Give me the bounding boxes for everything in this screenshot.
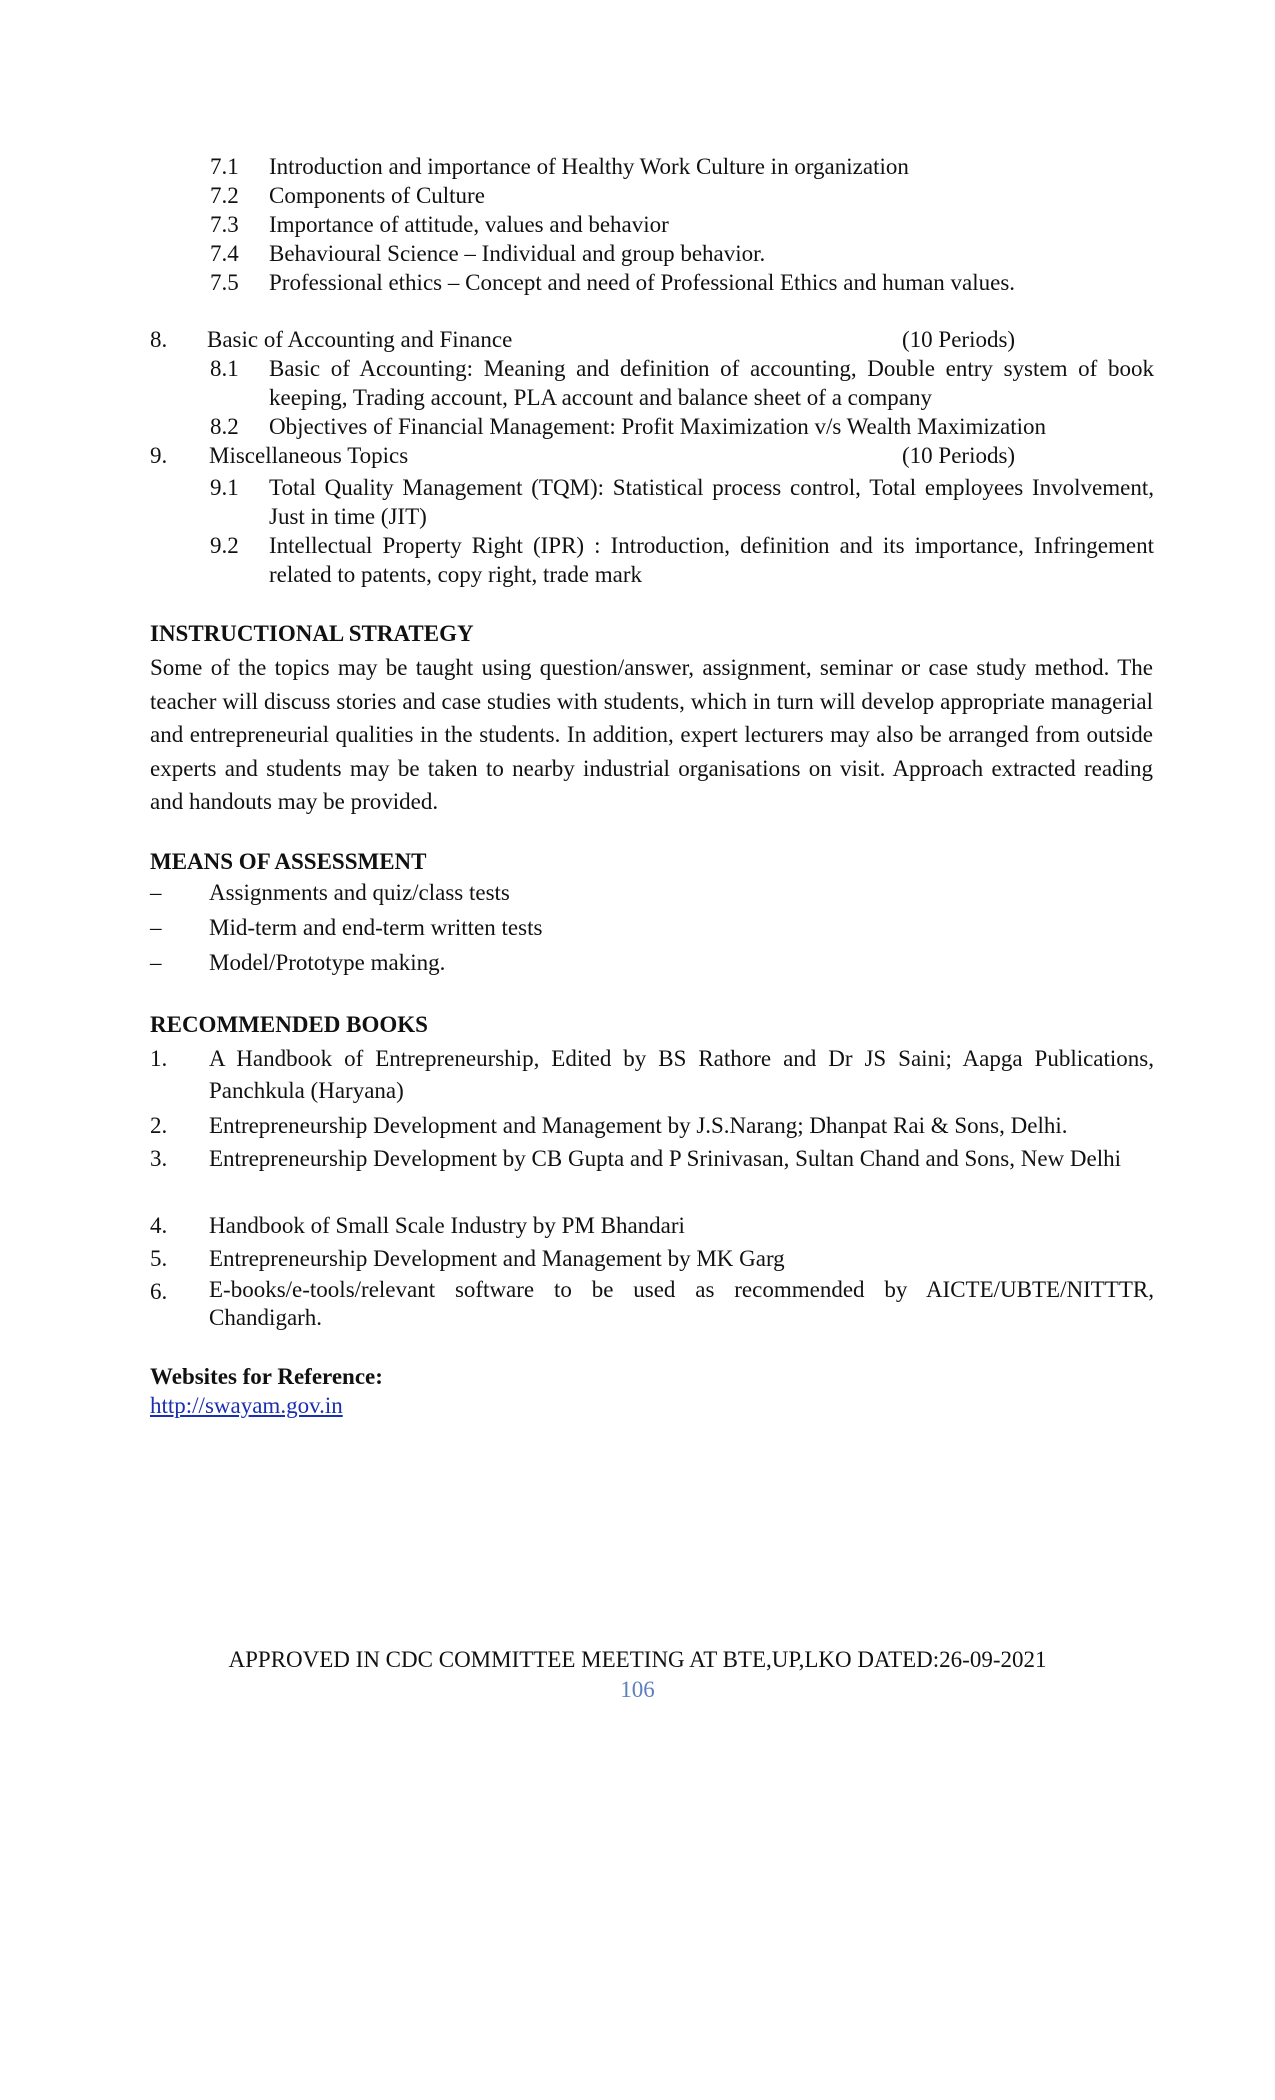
list-item: Handbook of Small Scale Industry by PM Bhandari	[209, 1213, 685, 1238]
list-item: Mid-term and end-term written tests	[209, 915, 543, 940]
approval-footer: APPROVED IN CDC COMMITTEE MEETING AT BTE,UP,LKO DATED:26-09-2021	[228, 1647, 1047, 1672]
item-number: 2.	[150, 1113, 168, 1138]
list-item: Introduction and importance of Healthy Work Culture in organization	[269, 154, 909, 179]
list-item: Components of Culture	[269, 183, 485, 208]
item-number: 7.3	[210, 212, 239, 237]
list-item: Assignments and quiz/class tests	[209, 880, 510, 905]
instructional-strategy-text: Some of the topics may be taught using question/answer, assignment, seminar or case study method. The teacher will discuss stories and case studies with students, which in turn will develop appropriate managerial and entrepreneurial qualities in the students. In addition, expert lecturers may also be arranged from outside experts and students may be taken to nearby industrial organisations on visit. Approach extracted reading and handouts may be provided.	[150, 655, 1153, 814]
unit-number: 9.	[150, 443, 168, 468]
item-number: 7.5	[210, 270, 239, 295]
item-number: 7.1	[210, 154, 239, 179]
list-item: Intellectual Property Right (IPR) : Introduction, definition and its importance, Infringement related to patents, copy right, trade mark	[269, 533, 1154, 587]
unit-title: Basic of Accounting and Finance	[207, 327, 513, 352]
page-number: 106	[620, 1677, 655, 1702]
unit-periods: (10 Periods)	[902, 327, 1016, 352]
swayam-website-link[interactable]: http://swayam.gov.in	[150, 1393, 343, 1418]
means-of-assessment-heading: MEANS OF ASSESSMENT	[150, 849, 427, 874]
list-item: Model/Prototype making.	[209, 950, 446, 975]
item-number: 5.	[150, 1246, 168, 1271]
item-number: 6.	[150, 1279, 168, 1304]
list-item: Behavioural Science – Individual and group behavior.	[269, 241, 766, 266]
item-number: 1.	[150, 1046, 168, 1071]
item-number: 8.1	[210, 356, 239, 381]
recommended-books-heading: RECOMMENDED BOOKS	[150, 1012, 428, 1037]
list-item: Importance of attitude, values and behavior	[269, 212, 669, 237]
item-number: 7.4	[210, 241, 239, 266]
bullet: –	[150, 880, 162, 905]
item-number: 3.	[150, 1146, 168, 1171]
list-item: E-books/e-tools/relevant software to be used as recommended by AICTE/UBTE/NITTTR, Chandigarh.	[209, 1277, 1154, 1330]
item-number: 9.2	[210, 533, 239, 558]
unit-number: 8.	[150, 327, 168, 352]
instructional-strategy-heading: INSTRUCTIONAL STRATEGY	[150, 621, 474, 646]
list-item: Entrepreneurship Development by CB Gupta and P Srinivasan, Sultan Chand and Sons, New Delhi	[209, 1146, 1121, 1171]
item-number: 4.	[150, 1213, 168, 1238]
item-number: 9.1	[210, 475, 239, 500]
unit-title: Miscellaneous Topics	[209, 443, 409, 468]
list-item: Objectives of Financial Management: Profit Maximization v/s Wealth Maximization	[269, 414, 1046, 439]
list-item: Entrepreneurship Development and Management by MK Garg	[209, 1246, 785, 1271]
unit-periods: (10 Periods)	[902, 443, 1016, 468]
list-item: Total Quality Management (TQM): Statistical process control, Total employees Involvement, Just in time (JIT)	[269, 475, 1154, 529]
item-number: 7.2	[210, 183, 239, 208]
websites-heading: Websites for Reference:	[150, 1364, 383, 1389]
list-item: Professional ethics – Concept and need of Professional Ethics and human values.	[269, 270, 1016, 295]
list-item: Basic of Accounting: Meaning and definition of accounting, Double entry system of book keeping, Trading account, PLA account and balance sheet of a company	[269, 356, 1154, 410]
list-item: Entrepreneurship Development and Management by J.S.Narang; Dhanpat Rai & Sons, Delhi.	[209, 1113, 1068, 1138]
bullet: –	[150, 915, 162, 940]
list-item: A Handbook of Entrepreneurship, Edited by BS Rathore and Dr JS Saini; Aapga Publications, Panchkula (Haryana)	[209, 1046, 1154, 1103]
item-number: 8.2	[210, 414, 239, 439]
bullet: –	[150, 950, 162, 975]
